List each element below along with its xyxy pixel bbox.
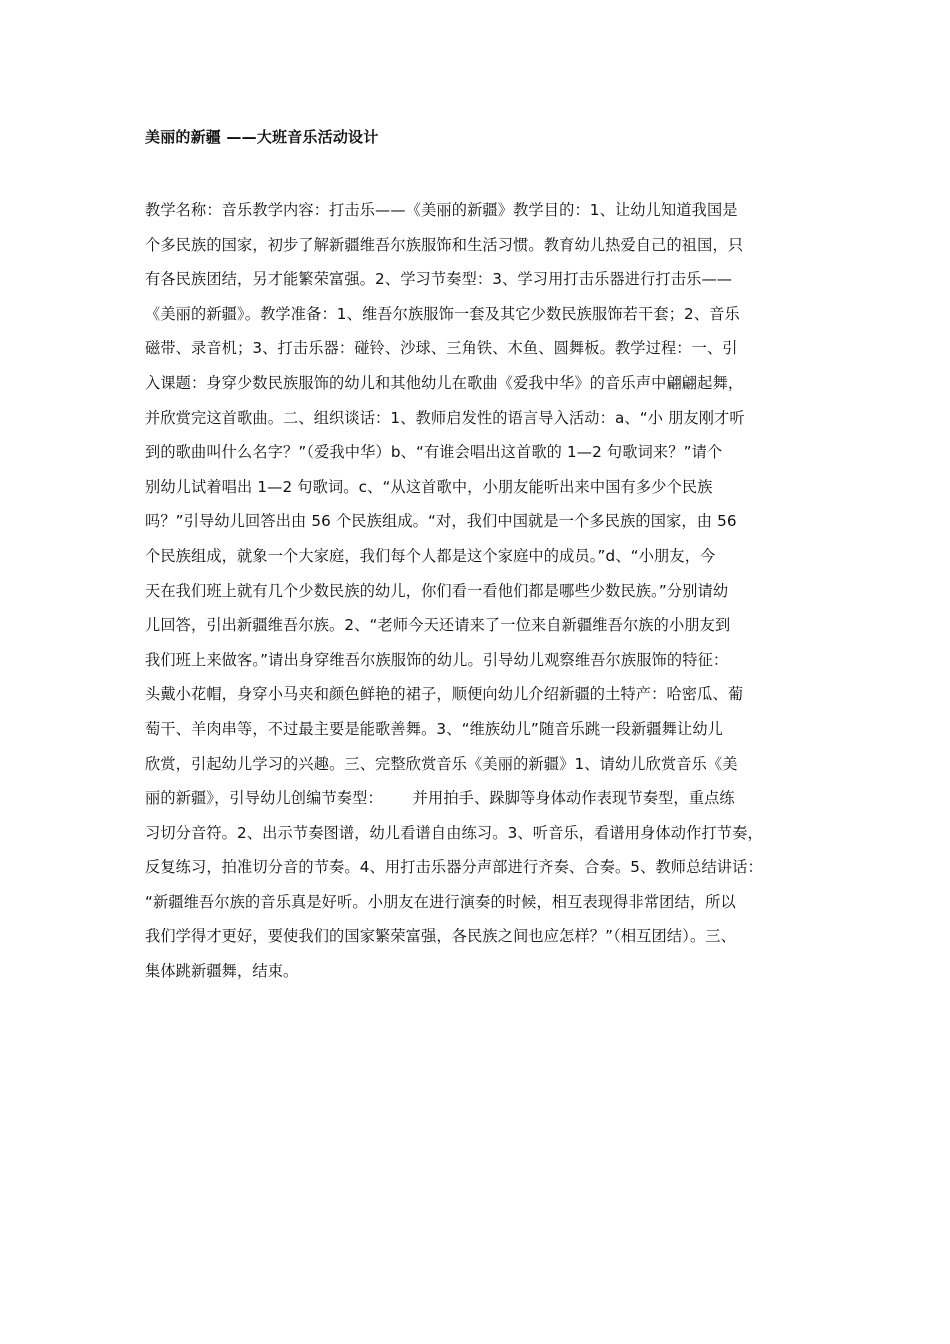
body-line: 别幼儿试着唱出 1—2 句歌词。c、“从这首歌中，小朋友能听出来中国有多少个民族 [145, 477, 713, 496]
body-line: 头戴小花帽，身穿小马夹和颜色鲜艳的裙子，顺便向幼儿介绍新疆的土特产：哈密瓜、葡 [145, 685, 744, 704]
document-body [145, 193, 815, 989]
body-line: 有各民族团结，另才能繁荣富强。2、学习节奏型：3、学习用打击乐器进行打击乐—— [145, 270, 733, 289]
body-line: 习切分音符。2、出示节奏图谱，幼儿看谱自由练习。3、听音乐，看谱用身体动作打节奏， [145, 823, 763, 842]
body-line: 教学名称：音乐教学内容：打击乐——《美丽的新疆》教学目的：1、让幼儿知道我国是 [145, 201, 738, 219]
body-line: 个多民族的国家，初步了解新疆维吾尔族服饰和生活习惯。教育幼儿热爱自己的祖国，只 [145, 235, 744, 254]
body-line: 集体跳新疆舞，结束。 [145, 962, 299, 981]
body-line: 我们学得才更好，要使我们的国家繁荣富强，各民族之间也应怎样？”（相互团结）。三、 [145, 927, 736, 946]
body-line: 天在我们班上就有几个少数民族的幼儿，你们看一看他们都是哪些少数民族。”分别请幼 [145, 581, 729, 600]
body-line: 个民族组成，就象一个大家庭，我们每个人都是这个家庭中的成员。”d、“小朋友，今 [145, 546, 716, 565]
body-line: 并欣赏完这首歌曲。二、组织谈话：1、教师启发性的语言导入活动：a、“小 朋友刚才听 [145, 408, 745, 427]
body-line: 萄干、羊肉串等，不过最主要是能歌善舞。3、“维族幼儿”随音乐跳一段新疆舞让幼儿 [145, 719, 723, 738]
body-line: 儿回答，引出新疆维吾尔族。2、“老师今天还请来了一位来自新疆维吾尔族的小朋友到 [145, 616, 731, 635]
body-line: 丽的新疆》，引导幼儿创编节奏型： 并用拍手、跺脚等身体动作表现节奏型，重点练 [145, 789, 735, 808]
body-line: “新疆维吾尔族的音乐真是好听。小朋友在进行演奏的时候，相互表现得非常团结，所以 [145, 892, 736, 911]
body-line: 入课题：身穿少数民族服饰的幼儿和其他幼儿在歌曲《爱我中华》的音乐声中翩翩起舞， [145, 373, 744, 392]
body-line: 《美丽的新疆》。教学准备：1、维吾尔族服饰一套及其它少数民族服饰若干套；2、音乐 [145, 304, 740, 323]
body-line: 到的歌曲叫什么名字？”（爱我中华）b、“有谁会唱出这首歌的 1—2 句歌词来？”请个 [145, 443, 723, 462]
document-title: 美丽的新疆 ——大班音乐活动设计 [145, 128, 379, 146]
body-line: 反复练习，拍准切分音的节奏。4、用打击乐器分声部进行齐奏、合奏。5、教师总结讲话： [145, 858, 763, 877]
body-line: 欣赏，引起幼儿学习的兴趣。三、完整欣赏音乐《美丽的新疆》1、请幼儿欣赏音乐《美 [145, 754, 738, 773]
body-line: 磁带、录音机；3、打击乐器：碰铃、沙球、三角铁、木鱼、圆舞板。教学过程：一、引 [145, 339, 738, 358]
body-line: 吗？”引导幼儿回答出由 56 个民族组成。“对，我们中国就是一个多民族的国家，由 56 [145, 512, 737, 531]
body-line: 我们班上来做客。”请出身穿维吾尔族服饰的幼儿。引导幼儿观察维吾尔族服饰的特征： [145, 650, 729, 669]
